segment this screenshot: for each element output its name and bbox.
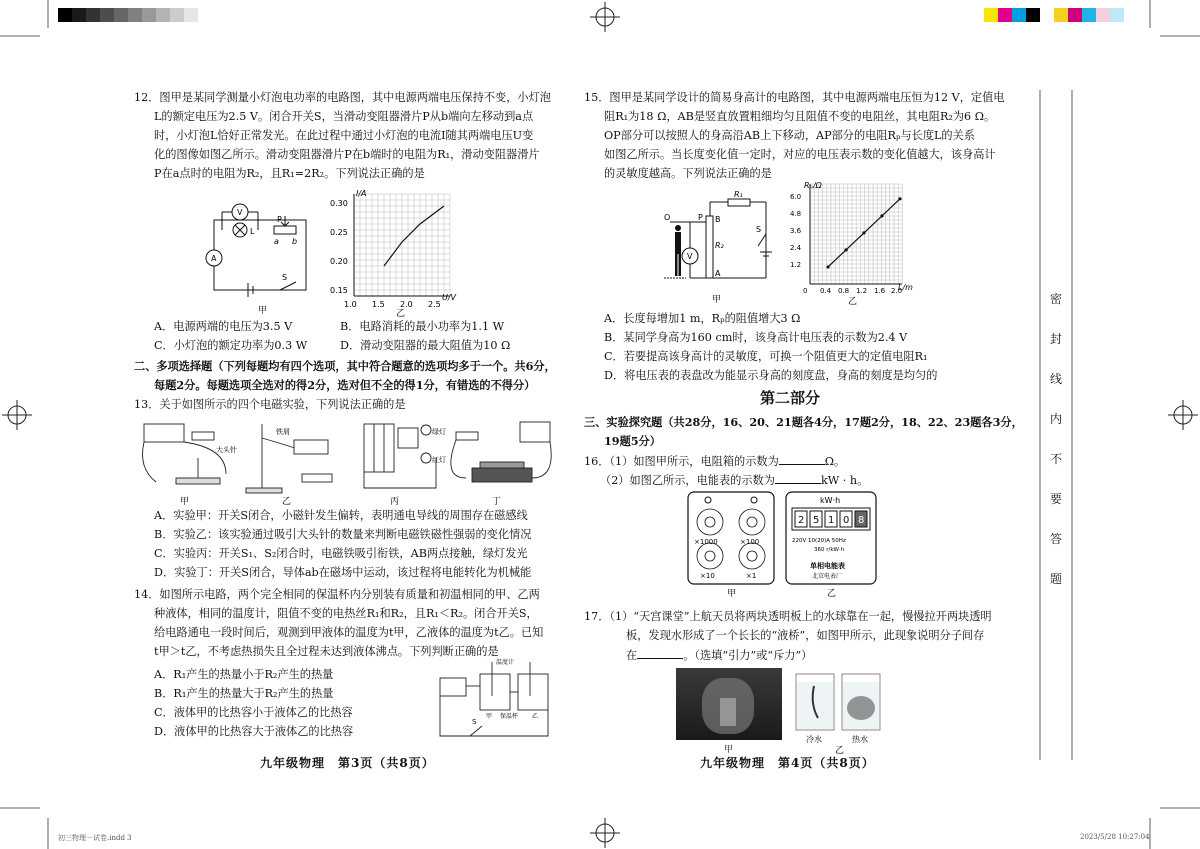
q15-option-a: A．长度每增加1 m，Rₚ的阻值增大3 Ω bbox=[604, 312, 801, 325]
fig-jia-label: 甲 bbox=[727, 589, 737, 598]
seal-char: 线 bbox=[1050, 372, 1063, 386]
r2-label: R₂ bbox=[715, 241, 724, 250]
answer-blank[interactable] bbox=[637, 647, 683, 659]
q12-option-b: B．电路消耗的最小功率为1.1 W bbox=[340, 320, 505, 333]
q12-line: P在a点时的电阻为R₂，且R₁=2R₂。下列说法正确的是 bbox=[154, 167, 425, 180]
section-3-heading: 三、实验探究题（共28分，16、20、21题各4分，17题2分，18、22、23题各3分， bbox=[584, 415, 1023, 429]
cup-yi-label: 乙 bbox=[532, 713, 539, 720]
meter-name-label: 单相电能表 bbox=[810, 562, 845, 570]
q14-option-b: B．R₁产生的热量大于R₂产生的热量 bbox=[154, 687, 334, 700]
fig-yi-label: 乙 bbox=[282, 497, 292, 507]
y-tick: 0.20 bbox=[330, 257, 348, 266]
q14-heating-circuit bbox=[436, 656, 556, 748]
x-tick: 1.2 bbox=[856, 287, 868, 295]
x-tick: 1.6 bbox=[874, 287, 886, 295]
meter-maker-label: 北京电表厂 bbox=[812, 573, 843, 580]
seal-char: 答 bbox=[1050, 532, 1063, 546]
q16-part2-unit: kW · h。 bbox=[820, 474, 869, 487]
q17-text: 在 bbox=[626, 649, 638, 662]
x-tick: 0.8 bbox=[838, 287, 850, 295]
x-tick: 1.5 bbox=[372, 300, 385, 309]
data-point bbox=[844, 248, 847, 251]
voltmeter-label: V bbox=[687, 252, 693, 261]
y-tick: 0.30 bbox=[330, 199, 348, 208]
q12-line: 时，小灯泡L恰好正常发光。在此过程中通过小灯泡的电流I随其两端电压U变 bbox=[154, 129, 534, 142]
q12-line: 化的图像如图乙所示。滑动变阻器滑片P在b端时的电阻为R₁，滑动变阻器滑片 bbox=[154, 148, 540, 161]
r1-label: R₁ bbox=[734, 190, 743, 199]
meter-unit-label: kW·h bbox=[820, 496, 841, 505]
q14-option-d: D．液体甲的比热容大于液体乙的比热容 bbox=[154, 725, 354, 738]
point-b-label: b bbox=[292, 237, 298, 246]
y-tick: 3.6 bbox=[790, 227, 802, 235]
meter-digit: 1 bbox=[828, 515, 835, 526]
x-tick: 1.0 bbox=[344, 300, 357, 309]
hot-water-label: 热水 bbox=[852, 735, 868, 744]
datouzhen-label: 大头针 bbox=[216, 446, 237, 454]
answer-blank[interactable] bbox=[779, 453, 825, 465]
data-point bbox=[862, 231, 865, 234]
liquid-bridge-photo bbox=[676, 668, 782, 740]
q12-line: 12．图甲是某同学测量小灯泡电功率的电路图，其中电源两端电压保持不变，小灯泡 bbox=[134, 91, 551, 104]
fig-jia-label: 甲 bbox=[180, 497, 190, 507]
y-tick: 0.25 bbox=[330, 228, 348, 237]
thermometer-label: 温度计 bbox=[496, 659, 515, 666]
switch-label: S bbox=[282, 273, 288, 282]
q12-option-d: D．滑动变阻器的最大阻值为10 Ω bbox=[340, 339, 511, 352]
ammeter-label: A bbox=[211, 254, 217, 263]
tiexie-label: 铁屑 bbox=[276, 428, 290, 436]
q13-experiments-figure bbox=[136, 418, 556, 508]
y-tick: 6.0 bbox=[790, 193, 802, 201]
voltmeter-label: V bbox=[237, 208, 243, 217]
fig-ding-label: 丁 bbox=[492, 497, 502, 507]
meter-digit: 0 bbox=[843, 515, 850, 526]
print-time-label: 2023/5/28 10:27:04 bbox=[1080, 833, 1150, 841]
y-axis-label: I/A bbox=[356, 189, 367, 198]
dial-x10-label: ×10 bbox=[700, 572, 715, 580]
fig-yi-label: 乙 bbox=[848, 297, 858, 306]
q13-option-c: C．实验丙：开关S₁、S₂闭合时，电磁铁吸引衔铁，AB两点接触，绿灯发光 bbox=[154, 547, 528, 560]
q15-option-b: B．某同学身高为160 cm时，该身高计电压表的示数为2.4 V bbox=[604, 331, 908, 344]
lamp-label: L bbox=[250, 227, 255, 236]
q15-line: 阻R₁为18 Ω，AB是竖直放置粗细均匀且阻值不变的电阻丝，其电阻R₂为6 Ω。 bbox=[604, 110, 996, 123]
meter-spec-label: 220V 10(20)A 50Hz bbox=[792, 538, 846, 544]
section-3-heading: 19题5分） bbox=[604, 434, 661, 448]
q12-circuit-diagram bbox=[200, 200, 315, 320]
y-tick: 2.4 bbox=[790, 244, 802, 252]
seal-char: 题 bbox=[1050, 572, 1063, 586]
y-tick: 0.15 bbox=[330, 286, 348, 295]
cold-water-label: 冷水 bbox=[806, 735, 822, 744]
x-tick: 2.0 bbox=[400, 300, 413, 309]
q16-part1 bbox=[584, 453, 845, 470]
x-axis-label: L/m bbox=[898, 283, 913, 292]
beakers-figure bbox=[790, 668, 886, 754]
print-file-label: 初三物理－试卷.indd 3 bbox=[58, 834, 132, 842]
meter-rev-label: 360 r/kW·h bbox=[814, 547, 845, 553]
q12-line: L的额定电压为2.5 V。闭合开关S，当滑动变阻器滑片P从b端向左移动到a点 bbox=[154, 110, 534, 123]
point-a-label: A bbox=[715, 269, 721, 278]
switch-label: S bbox=[472, 718, 477, 726]
q15-height-meter-circuit bbox=[656, 190, 781, 308]
dial-x100-label: ×100 bbox=[740, 538, 760, 546]
slider-label: P bbox=[277, 215, 282, 224]
q13-option-d: D．实验丁：开关S闭合，导体ab在磁场中运动，该过程将电能转化为机械能 bbox=[154, 566, 532, 579]
dial-x1-label: ×1 bbox=[746, 572, 757, 580]
point-a-label: a bbox=[274, 237, 279, 246]
q15-option-c: C．若要提高该身高计的灵敏度，可换一个阻值更大的定值电阻R₁ bbox=[604, 350, 928, 363]
q12-option-a: A．电源两端的电压为3.5 V bbox=[154, 320, 293, 333]
lvdeng-label: 绿灯 bbox=[432, 428, 446, 436]
seal-char: 封 bbox=[1050, 332, 1063, 346]
q14-line: 14．如图所示电路，两个完全相同的保温杯内分别装有质量和初温相同的甲、乙两 bbox=[134, 588, 540, 601]
origin-label: 0 bbox=[803, 287, 808, 295]
q12-option-c: C．小灯泡的额定功率为0.3 W bbox=[154, 339, 308, 352]
q13-option-b: B．实验乙：该实验通过吸引大头针的数量来判断电磁铁磁性强弱的变化情况 bbox=[154, 528, 532, 541]
q12-iu-graph bbox=[322, 188, 472, 318]
q17-text: 。（选填“引力”或“斥力”） bbox=[683, 649, 813, 662]
seal-char: 不 bbox=[1050, 452, 1063, 466]
point-b-label: B bbox=[715, 215, 721, 224]
y-tick: 4.8 bbox=[790, 210, 802, 218]
section-2-heading: 每题2分。每题选项全选对的得2分，选对但不全的得1分，有错选的不得分） bbox=[154, 378, 536, 392]
point-o-label: O bbox=[664, 213, 671, 222]
x-axis-label: U/V bbox=[442, 293, 457, 302]
y-axis-label: Rₚ/Ω bbox=[804, 181, 822, 190]
data-point bbox=[826, 265, 829, 268]
data-point bbox=[898, 197, 901, 200]
seal-char: 要 bbox=[1050, 492, 1063, 506]
fig-yi-label: 乙 bbox=[835, 746, 845, 754]
x-tick: 2.0 bbox=[891, 287, 903, 295]
q13-stem: 13．关于如图所示的四个电磁实验，下列说法正确的是 bbox=[134, 398, 406, 411]
q16-part1-text: 16．（1）如图甲所示，电阻箱的示数为 bbox=[584, 455, 779, 468]
q15-option-d: D．将电压表的表盘改为能显示身高的刻度盘，身高的刻度是均匀的 bbox=[604, 369, 938, 382]
x-tick: 0.4 bbox=[820, 287, 832, 295]
q13-option-a: A．实验甲：开关S闭合，小磁针发生偏转，表明通电导线的周围存在磁感线 bbox=[154, 509, 528, 522]
data-point bbox=[880, 214, 883, 217]
fig-jia-label: 甲 bbox=[712, 295, 722, 305]
q15-line: 的灵敏度越高。下列说法正确的是 bbox=[604, 167, 772, 180]
q17-line: 17．（1）“天宫课堂”上航天员将两块透明板上的水球靠在一起，慢慢拉开两块透明 bbox=[584, 610, 992, 623]
fig-yi-label: 乙 bbox=[827, 589, 837, 598]
q14-line: 种液体，相同的温度计，阻值不变的电热丝R₁和R₂，且R₁＜R₂。闭合开关S， bbox=[154, 607, 538, 620]
part-2-title: 第二部分 bbox=[760, 389, 821, 407]
seal-char: 密 bbox=[1050, 292, 1063, 306]
meter-digit: 2 bbox=[798, 515, 805, 526]
seal-char: 内 bbox=[1050, 412, 1063, 426]
q17-line: 板，发现水形成了一个长长的“液桥”，如图甲所示，此现象说明分子间存 bbox=[626, 629, 985, 642]
section-2-heading: 二、多项选择题（下列每题均有四个选项，其中符合题意的选项均多于一个。共6分， bbox=[134, 359, 556, 373]
q14-option-c: C．液体甲的比热容小于液体乙的比热容 bbox=[154, 706, 353, 719]
cup-jia-label: 甲 bbox=[486, 713, 493, 720]
meter-digit: 5 bbox=[813, 515, 820, 526]
fig-bing-label: 丙 bbox=[390, 497, 400, 507]
meter-digit: 8 bbox=[858, 515, 865, 526]
energy-meter-figure bbox=[784, 490, 880, 598]
hongdeng-label: 红灯 bbox=[432, 456, 446, 464]
q17-line bbox=[626, 647, 812, 664]
q16-part2 bbox=[600, 472, 868, 489]
page-footer-left: 九年级物理 第3页（共8页） bbox=[260, 756, 435, 770]
resistance-box-figure bbox=[686, 490, 776, 598]
q16-part2-text: （2）如图乙所示，电能表的示数为 bbox=[600, 474, 775, 487]
y-tick: 1.2 bbox=[790, 261, 802, 269]
q14-line: t甲＞t乙，不考虑热损失且全过程未达到液体沸点。下列判断正确的是 bbox=[154, 645, 499, 658]
point-p-label: P bbox=[698, 213, 703, 222]
q15-line: 15．图甲是某同学设计的简易身高计的电路图，其中电源两端电压恒为12 V，定值电 bbox=[584, 91, 1005, 104]
dial-x1000-label: ×1000 bbox=[694, 538, 718, 546]
q16-part1-unit: Ω。 bbox=[824, 455, 846, 468]
fig-jia-label: 甲 bbox=[258, 306, 268, 316]
q14-option-a: A．R₁产生的热量小于R₂产生的热量 bbox=[154, 668, 334, 681]
q15-resistance-length-graph bbox=[786, 180, 916, 306]
page-footer-right: 九年级物理 第4页（共8页） bbox=[700, 756, 875, 770]
fig-yi-label: 乙 bbox=[396, 309, 406, 318]
answer-blank[interactable] bbox=[775, 472, 821, 484]
fig-jia-label: 甲 bbox=[724, 745, 734, 755]
q14-line: 给电路通电一段时间后，观测到甲液体的温度为t甲，乙液体的温度为t乙。已知 bbox=[154, 626, 544, 639]
switch-label: S bbox=[756, 225, 762, 234]
x-tick: 2.5 bbox=[428, 300, 441, 309]
insulated-cup-label: 保温杯 bbox=[500, 713, 519, 720]
q15-line: OP部分可以按照人的身高沿AB上下移动，AP部分的电阻Rₚ与长度L的关系 bbox=[604, 129, 975, 142]
q15-line: 如图乙所示。当长度变化值一定时，对应的电压表示数的变化值越大，该身高计 bbox=[604, 148, 996, 161]
